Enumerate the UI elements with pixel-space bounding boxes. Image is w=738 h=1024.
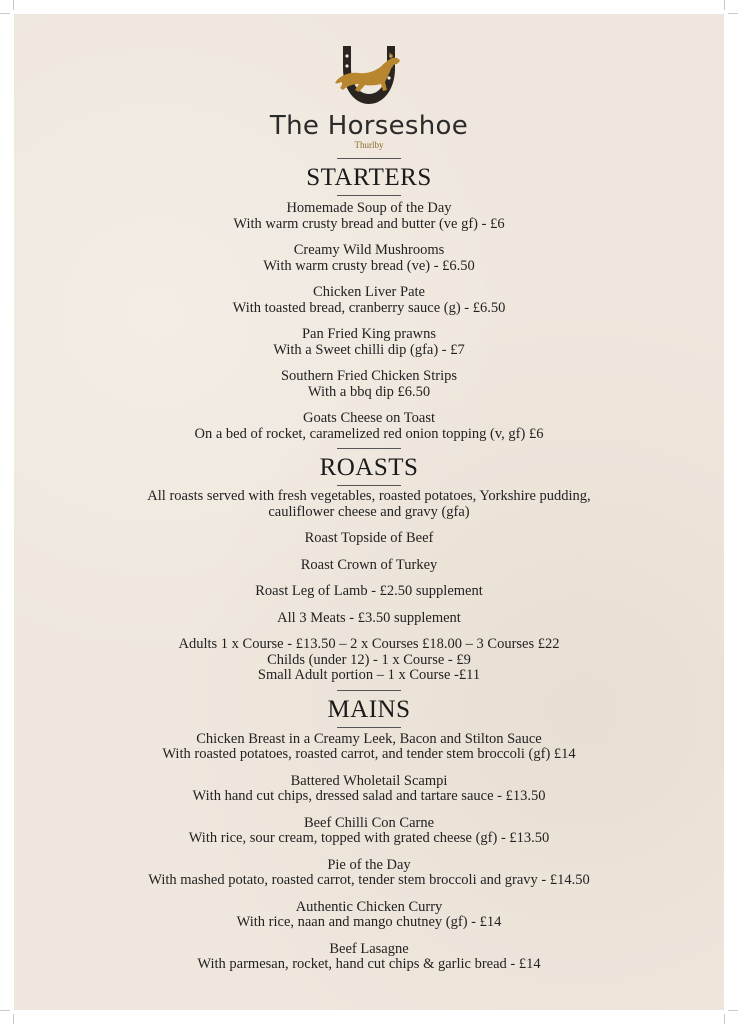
section-title-mains: MAINS: [327, 695, 411, 723]
restaurant-location: Thurlby: [354, 140, 384, 150]
restaurant-name: The Horseshoe: [269, 111, 469, 141]
menu-item: [0, 411, 738, 442]
item-description: With toasted bread, cranberry sauce (g) - £6.50: [232, 299, 506, 316]
item-description: On a bed of rocket, caramelized red onion topping (v, gf) £6: [194, 425, 544, 442]
menu-item: [0, 816, 738, 847]
item-description: With parmesan, rocket, hand cut chips & garlic bread - £14: [197, 956, 541, 972]
item-description: With warm crusty bread and butter (ve gf) - £6: [233, 215, 505, 232]
menu-item: [0, 243, 738, 274]
crop-mark: [724, 0, 725, 10]
crop-mark: [0, 13, 10, 14]
divider: [337, 195, 401, 196]
pricing-line: Adults 1 x Course - £13.50 – 2 x Courses £18.00 – 3 Courses £22: [178, 636, 560, 652]
item-description: With rice, sour cream, topped with grated cheese (gf) - £13.50: [188, 830, 550, 846]
divider: [337, 158, 401, 159]
menu-content: [0, 158, 738, 984]
item-name: Battered Wholetail Scampi: [290, 772, 448, 789]
divider: [337, 448, 401, 449]
roast-item: All 3 Meats - £3.50 supplement: [277, 609, 461, 626]
item-description: With hand cut chips, dressed salad and tartare sauce - £13.50: [192, 788, 546, 804]
item-description: With a bbq dip £6.50: [307, 383, 431, 400]
item-name: Pan Fried King prawns: [301, 326, 437, 342]
item-description: With roasted potatoes, roasted carrot, and tender stem broccoli (gf) £14: [162, 746, 576, 762]
pricing-line: Childs (under 12) - 1 x Course - £9: [267, 651, 471, 668]
menu-item: [0, 900, 738, 931]
item-description: With mashed potato, roasted carrot, tender stem broccoli and gravy - £14.50: [148, 872, 590, 888]
roasts-intro: [0, 489, 738, 520]
roast-item: Roast Crown of Turkey: [300, 556, 438, 573]
item-name: Beef Lasagne: [329, 940, 409, 957]
item-name: Creamy Wild Mushrooms: [293, 242, 445, 258]
crop-mark: [0, 1010, 10, 1011]
item-name: Southern Fried Chicken Strips: [280, 368, 457, 384]
item-name: Homemade Soup of the Day: [286, 200, 452, 216]
divider: [337, 727, 401, 728]
item-name: Goats Cheese on Toast: [302, 410, 435, 426]
menu-item: [0, 732, 738, 763]
horseshoe-horse-icon: [329, 38, 409, 112]
intro-line: All roasts served with fresh vegetables, roasted potatoes, Yorkshire pudding,: [147, 488, 591, 504]
pricing-line: Small Adult portion – 1 x Course -£11: [257, 667, 481, 683]
section-title-roasts: ROASTS: [319, 454, 419, 481]
crop-mark: [13, 0, 14, 10]
restaurant-logo: [0, 38, 738, 150]
roast-item: Roast Leg of Lamb - £2.50 supplement: [255, 583, 483, 599]
menu-item: [0, 942, 738, 973]
intro-line: cauliflower cheese and gravy (gfa): [268, 503, 470, 520]
menu-item: [0, 369, 738, 400]
crop-mark: [13, 1014, 14, 1024]
item-name: Pie of the Day: [327, 856, 411, 873]
item-name: Authentic Chicken Curry: [295, 898, 443, 915]
item-description: With a Sweet chilli dip (gfa) - £7: [273, 341, 465, 358]
divider: [337, 690, 401, 691]
divider: [337, 485, 401, 486]
menu-item: [0, 285, 738, 316]
menu-item: [0, 858, 738, 889]
crop-mark: [728, 1010, 738, 1011]
section-title-starters: STARTERS: [306, 164, 432, 191]
roast-pricing: [0, 637, 738, 684]
item-name: Chicken Breast in a Creamy Leek, Bacon and Stilton Sauce: [196, 730, 542, 747]
item-description: With rice, naan and mango chutney (gf) - £14: [236, 914, 502, 930]
menu-item: [0, 774, 738, 805]
menu-item: [0, 201, 738, 232]
crop-mark: [728, 13, 738, 14]
item-description: With warm crusty bread (ve) - £6.50: [263, 257, 475, 274]
item-name: Beef Chilli Con Carne: [303, 814, 435, 831]
menu-item: [0, 327, 738, 358]
roast-item: Roast Topside of Beef: [304, 530, 434, 546]
item-name: Chicken Liver Pate: [313, 284, 425, 300]
crop-mark: [724, 1014, 725, 1024]
